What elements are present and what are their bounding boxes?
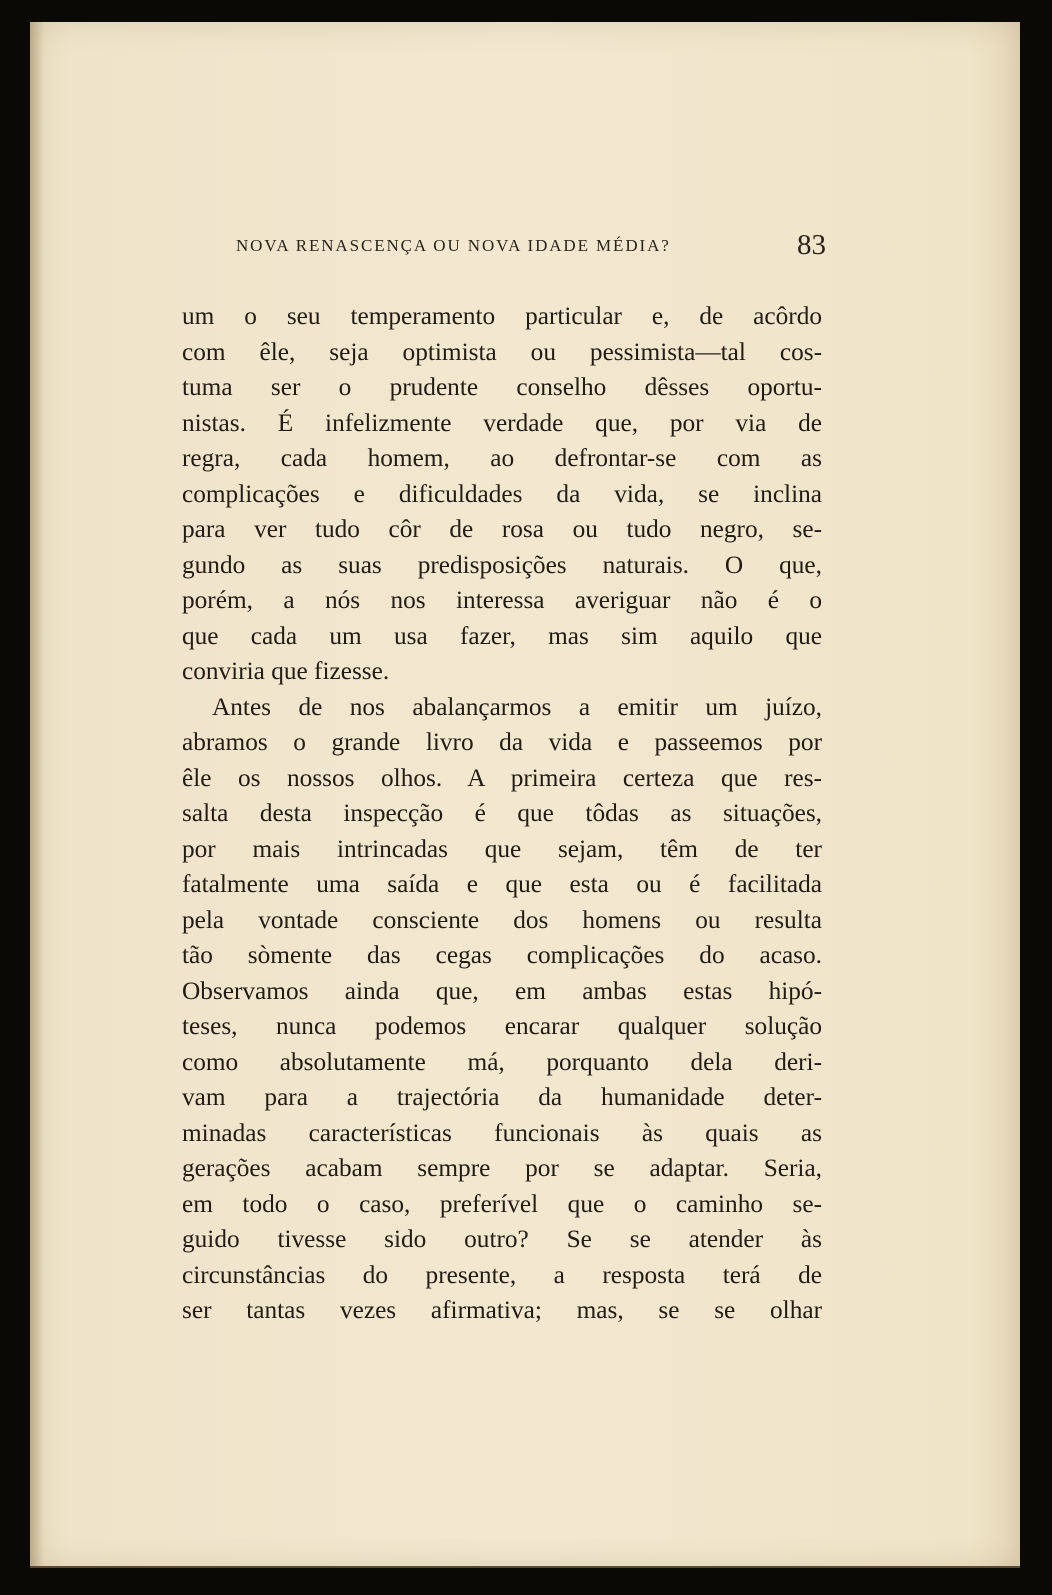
page-header — [236, 228, 826, 268]
page-gutter-shadow — [30, 22, 44, 1567]
text-line: para ver tudo côr de rosa ou tudo negro, se- — [182, 515, 822, 543]
text-line: regra, cada homem, ao defrontar-se com as — [182, 444, 822, 472]
text-line: fatalmente uma saída e que esta ou é facilitada — [182, 870, 822, 898]
text-line: abramos o grande livro da vida e passeemos por — [182, 728, 822, 756]
page-number: 83 — [797, 229, 826, 261]
text-line: gundo as suas predisposições naturais. O que, — [182, 550, 822, 579]
text-line: complicações e dificuldades da vida, se inclina — [182, 479, 822, 508]
text-line: pela vontade consciente dos homens ou resulta — [182, 905, 822, 934]
text-line: tuma ser o prudente conselho dêsses oportu- — [182, 373, 822, 401]
text-line: Observamos ainda que, em ambas estas hipó- — [182, 976, 822, 1005]
text-line: com êle, seja optimista ou pessimista—tal cos- — [182, 337, 822, 366]
text-line: minadas características funcionais às quais as — [182, 1118, 822, 1147]
text-line: tão sòmente das cegas complicações do acaso. — [182, 941, 822, 969]
text-line: nistas. É infelizmente verdade que, por via de — [182, 408, 822, 437]
body-text — [182, 299, 822, 1329]
text-line: salta desta inspecção é que tôdas as situações, — [182, 799, 822, 827]
text-line: ser tantas vezes afirmativa; mas, se se olhar — [182, 1296, 822, 1324]
text-line: guido tivesse sido outro? Se se atender às — [182, 1225, 822, 1253]
text-line: em todo o caso, preferível que o caminho se- — [182, 1189, 822, 1218]
text-line: conviria que fizesse. — [182, 657, 390, 685]
text-line: teses, nunca podemos encarar qualquer solução — [182, 1012, 822, 1040]
text-line: vam para a trajectória da humanidade deter- — [182, 1083, 822, 1111]
paragraph-start-line: Antes de nos abalançarmos a emitir um juízo, — [212, 692, 822, 721]
text-line: porém, a nós nos interessa averiguar não é o — [182, 586, 822, 614]
text-line: por mais intrincadas que sejam, têm de ter — [182, 834, 822, 863]
running-title: NOVA RENASCENÇA OU NOVA IDADE MÉDIA? — [236, 236, 671, 255]
text-line: êle os nossos olhos. A primeira certeza que res- — [182, 763, 822, 792]
text-line: que cada um usa fazer, mas sim aquilo que — [182, 621, 822, 650]
text-line: circunstâncias do presente, a resposta terá de — [182, 1260, 822, 1289]
text-line: como absolutamente má, porquanto dela deri- — [182, 1047, 822, 1076]
text-line: gerações acabam sempre por se adaptar. Seria, — [182, 1154, 822, 1182]
page-bottom-edge — [30, 1566, 1020, 1568]
text-line: um o seu temperamento particular e, de acôrdo — [182, 302, 822, 330]
